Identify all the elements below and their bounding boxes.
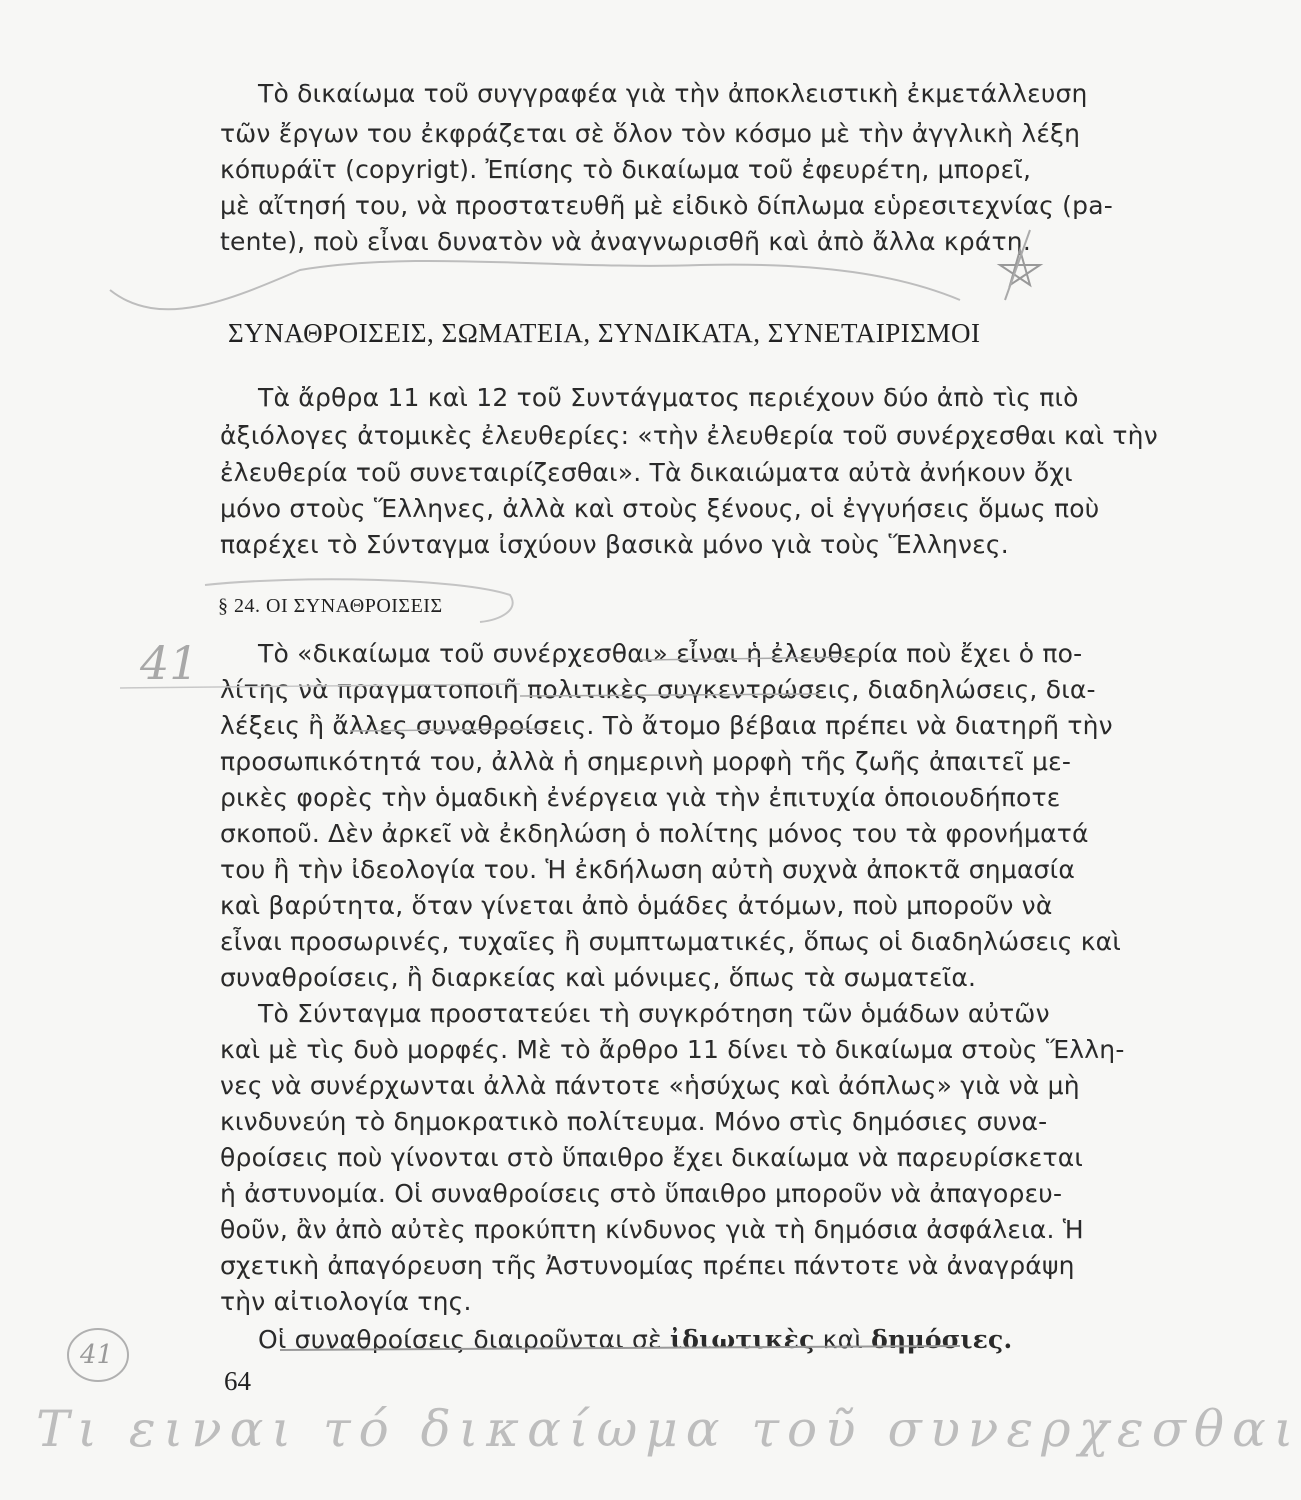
text-line: μόνο στοὺς Ἕλληνες, ἀλλὰ καὶ στοὺς ξένους, οἱ ἐγγυήσεις ὅμως ποὺ <box>220 494 1100 523</box>
text-line: προσωπικότητά του, ἀλλὰ ἡ σημερινὴ μορφὴ τῆς ζωῆς ἀπαιτεῖ με- <box>220 747 1072 776</box>
pencil-arc <box>205 579 513 622</box>
text-line: παρέχει τὸ Σύνταγμα ἰσχύουν βασικὰ μόνο γιὰ τοὺς Ἕλληνες. <box>220 530 1009 559</box>
pencil-curve <box>110 261 960 309</box>
page-number: 64 <box>224 1366 251 1396</box>
text-line: Τὰ ἄρθρα 11 καὶ 12 τοῦ Συντάγματος περιέχουν δύο ἀπὸ τὶς πιὸ <box>258 383 1079 412</box>
text-line: Τὸ Σύνταγμα προστατεύει τὴ συγκρότηση τῶν ὁμάδων αὐτῶν <box>258 999 1050 1028</box>
text-line: του ἢ τὴν ἰδεολογία του. Ἡ ἐκδήλωση αὐτὴ συχνὰ ἀποκτᾶ σημασία <box>220 855 1076 884</box>
text-line: Τὸ δικαίωμα τοῦ συγγραφέα γιὰ τὴν ἀποκλειστικὴ ἐκμετάλλευση <box>258 79 1088 108</box>
text-line: θοῦν, ἂν ἀπὸ αὐτὲς προκύπτη κίνδυνος γιὰ τὴ δημόσια ἀσφάλεια. Ἡ <box>220 1215 1084 1244</box>
text-line: tente), ποὺ εἶναι δυνατὸν νὰ ἀναγνωρισθῆ καὶ ἀπὸ ἄλλα κράτη. <box>220 227 1031 256</box>
text-line: τῶν ἔργων του ἐκφράζεται σὲ ὅλον τὸν κόσμο μὲ τὴν ἀγγλικὴ λέξη <box>220 119 1081 148</box>
bold-word-public: δημόσιες. <box>871 1325 1013 1354</box>
text-line: εἶναι προσωρινές, τυχαῖες ἢ συμπτωματικές, ὅπως οἱ διαδηλώσεις καὶ <box>220 927 1121 956</box>
text-line: λέξεις ἢ ἄλλες συναθροίσεις. Τὸ ἄτομο βέβαια πρέπει νὰ διατηρῆ τὴν <box>220 711 1113 740</box>
text-line: νες νὰ συνέρχωνται ἀλλὰ πάντοτε «ἡσύχως καὶ ἀόπλως» γιὰ νὰ μὴ <box>220 1071 1080 1100</box>
text-line: τὴν αἰτιολογία της. <box>220 1287 472 1316</box>
text-line: ἀξιόλογες ἀτομικὲς ἐλευθερίες: «τὴν ἐλευθερία τοῦ συνέρχεσθαι καὶ τὴν <box>220 421 1158 450</box>
text-line: μὲ αἴτησή του, νὰ προστατευθῆ μὲ εἰδικὸ δίπλωμα εὑρεσιτεχνίας (pa- <box>220 191 1113 220</box>
section-title: § 24. ΟΙ ΣΥΝΑΘΡΟΙΣΕΙΣ <box>218 595 443 617</box>
section-heading: ΣΥΝΑΘΡΟΙΣΕΙΣ, ΣΩΜΑΤΕΙΑ, ΣΥΝΔΙΚΑΤΑ, ΣΥΝΕΤΑΙΡΙΣΜΟΙ <box>228 318 981 348</box>
text-line: κόπυράϊτ (copyrigt). Ἐπίσης τὸ δικαίωμα τοῦ ἐφευρέτη, μπορεῖ, <box>220 155 1032 184</box>
text-line: ἡ ἀστυνομία. Οἱ συναθροίσεις στὸ ὕπαιθρο μποροῦν νὰ ἀπαγορευ- <box>220 1179 1063 1208</box>
text-line: λίτης νὰ πραγματοποιῆ πολιτικὲς συγκεντρώσεις, διαδηλώσεις, δια- <box>220 675 1096 704</box>
text-line: ἐλευθερία τοῦ συνεταιρίζεσθαι». Τὰ δικαιώματα αὐτὰ ἀνήκουν ὄχι <box>220 458 1073 487</box>
text-line: συναθροίσεις, ἢ διαρκείας καὶ μόνιμες, ὅπως τὰ σωματεῖα. <box>220 963 977 992</box>
bold-word-private: ἰδιωτικὲς <box>669 1325 815 1354</box>
text-line: θροίσεις ποὺ γίνονται στὸ ὕπαιθρο ἔχει δικαίωμα νὰ παρευρίσκεται <box>220 1143 1084 1172</box>
text-line: ρικὲς φορὲς τὴν ὁμαδικὴ ἐνέργεια γιὰ τὴν ἐπιτυχία ὁποιουδήποτε <box>220 783 1061 812</box>
text-line: καὶ βαρύτητα, ὅταν γίνεται ἀπὸ ὁμάδες ἀτόμων, ποὺ μποροῦν νὰ <box>220 891 1053 920</box>
handwritten-note: Τι ειναι τό δικαίωμα τοῦ συνερχεσθαι <box>36 1400 1301 1458</box>
text-line: Τὸ «δικαίωμα τοῦ συνέρχεσθαι» εἶναι ἡ ἐλευθερία ποὺ ἔχει ὁ πο- <box>258 639 1083 668</box>
pencil-underline <box>120 684 520 688</box>
text-line: σκοποῦ. Δὲν ἀρκεῖ νὰ ἐκδηλώση ὁ πολίτης μόνος του τὰ φρονήματά <box>220 819 1089 848</box>
text-segment: Οἱ συναθροίσεις διαιροῦνται σὲ <box>258 1325 670 1354</box>
pencil-underline <box>520 694 820 696</box>
text-line: σχετικὴ ἀπαγόρευση τῆς Ἀστυνομίας πρέπει πάντοτε νὰ ἀναγράψη <box>220 1251 1075 1280</box>
pencil-circle <box>68 1329 128 1381</box>
pencil-underline <box>280 1346 960 1350</box>
pencil-underline <box>350 729 545 731</box>
text-line: καὶ μὲ τὶς δυὸ μορφές. Μὲ τὸ ἄρθρο 11 δίνει τὸ δικαίωμα στοὺς Ἕλλη- <box>220 1035 1125 1064</box>
text-line: κινδυνεύη τὸ δημοκρατικὸ πολίτευμα. Μόνο στὶς δημόσιες συνα- <box>220 1107 1048 1136</box>
pencil-underline <box>640 657 860 660</box>
handwritten-margin-number: 41 <box>140 636 199 690</box>
handwritten-circled-number: 41 <box>80 1340 114 1370</box>
text-segment: καὶ <box>814 1325 872 1354</box>
